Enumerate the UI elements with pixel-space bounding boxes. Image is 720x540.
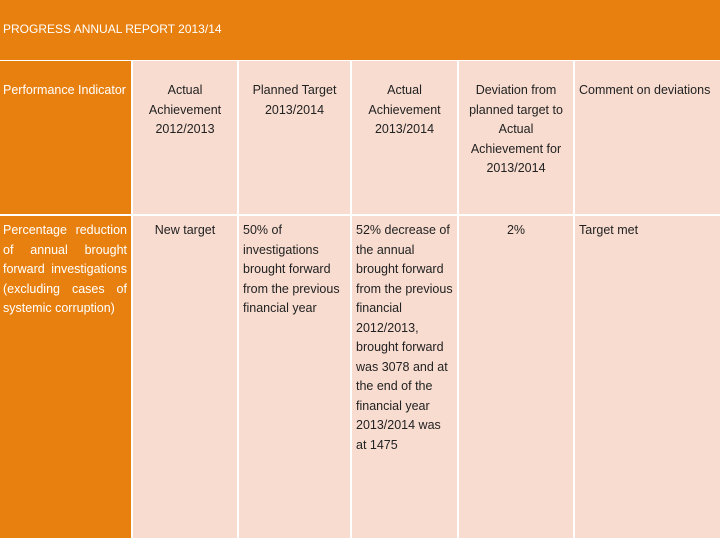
header-comment: Comment on deviations [574, 61, 720, 215]
cell-performance-indicator: Percentage reduction of annual brought forward investigations (excluding cases of systemic corruption) [0, 215, 132, 539]
cell-comment: Target met [574, 215, 720, 539]
cell-actual-2013: 52% decrease of the annual brought forward from the previous financial 2012/2013, brought forward was 3078 and at the end of the financial year 2013/2014 was at 1475 [351, 215, 458, 539]
cell-deviation: 2% [458, 215, 574, 539]
header-planned-2013: Planned Target 2013/2014 [238, 61, 351, 215]
header-actual-2012: Actual Achievement 2012/2013 [132, 61, 238, 215]
cell-planned-2013: 50% of investigations brought forward from the previous financial year [238, 215, 351, 539]
cell-actual-2012: New target [132, 215, 238, 539]
table-header-row [0, 61, 720, 215]
report-title [0, 0, 720, 60]
header-actual-2013: Actual Achievement 2013/2014 [351, 61, 458, 215]
table-row [0, 215, 720, 539]
header-deviation: Deviation from planned target to Actual Achievement for 2013/2014 [458, 61, 574, 215]
report-title-text: PROGRESS ANNUAL REPORT 2013/14 [3, 22, 222, 36]
performance-table [0, 61, 720, 540]
header-performance-indicator: Performance Indicator [0, 61, 132, 215]
